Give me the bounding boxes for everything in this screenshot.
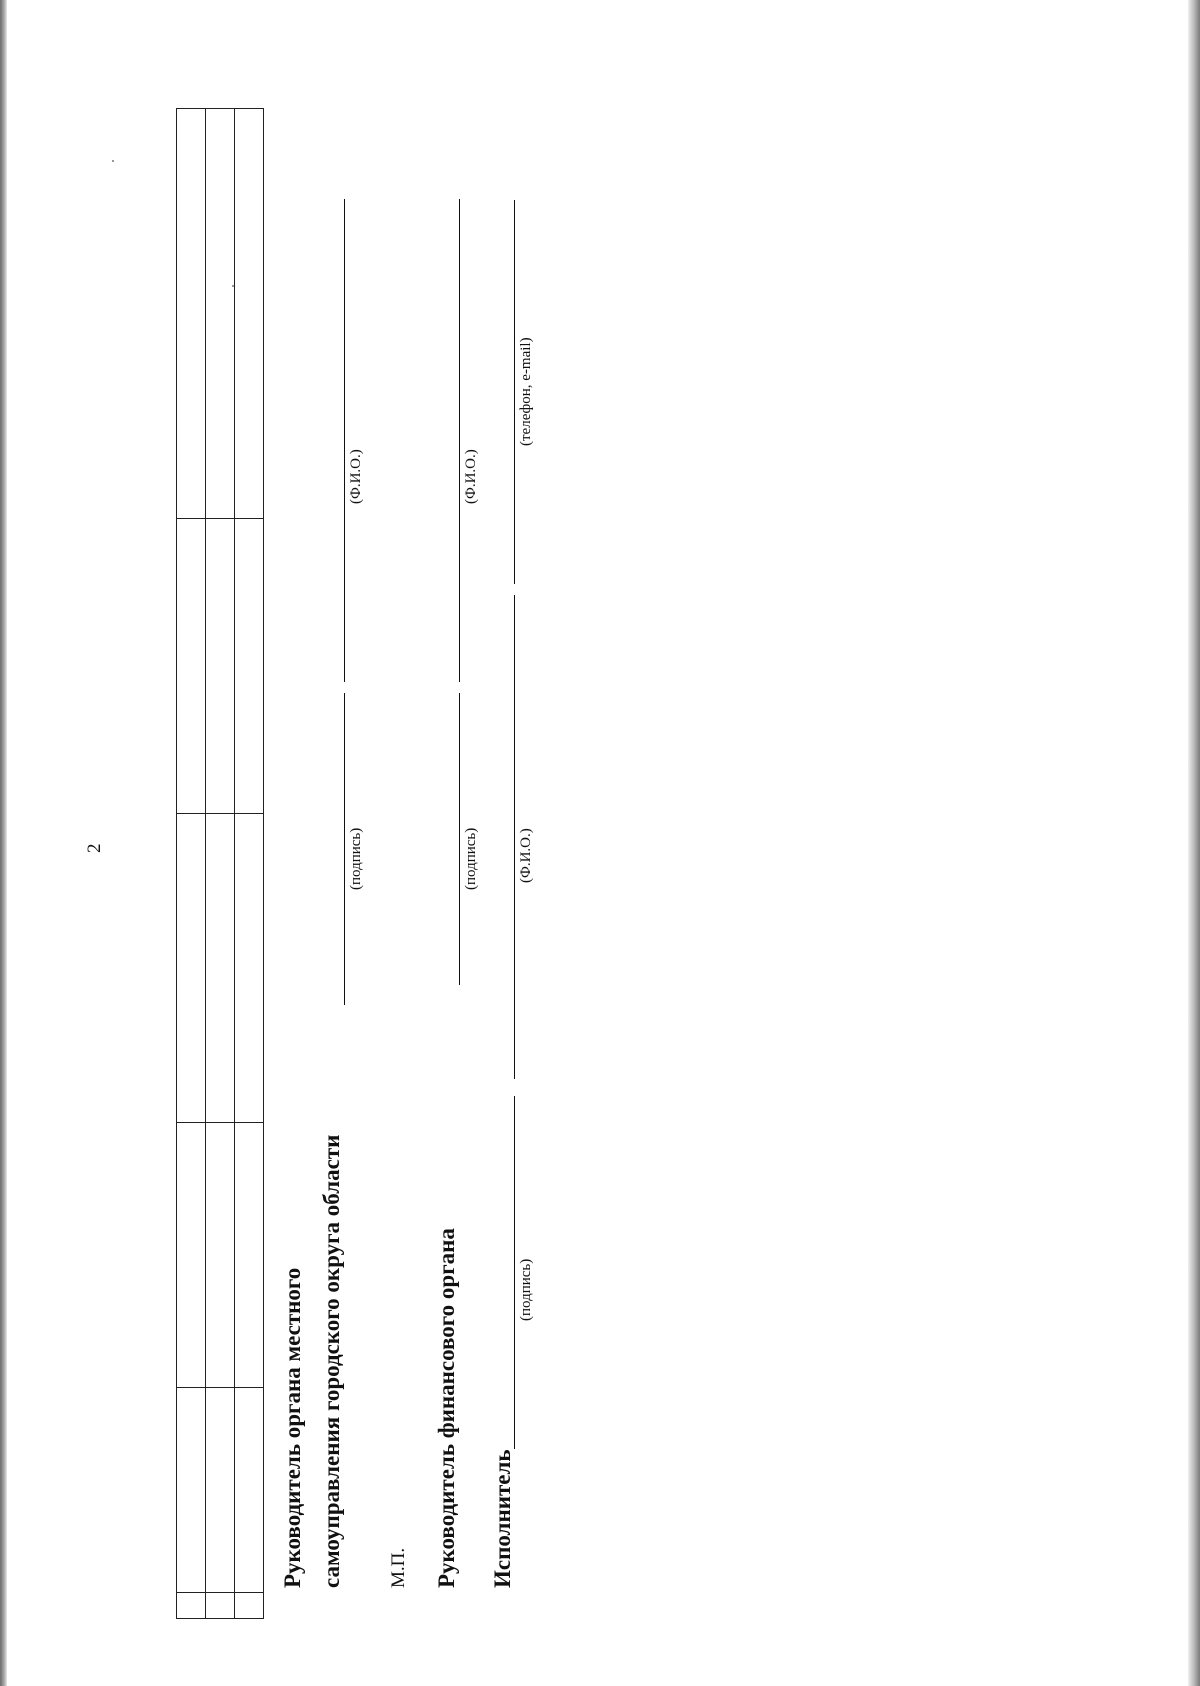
- sign-caption: (подпись): [348, 827, 364, 890]
- table-row: [177, 109, 206, 1619]
- table-cell: [206, 1123, 235, 1388]
- table-cell: [235, 1388, 264, 1593]
- table-cell: [235, 1593, 264, 1619]
- table-cell: [235, 1123, 264, 1388]
- sign-caption: (подпись): [518, 1258, 534, 1321]
- table-cell: [206, 1388, 235, 1593]
- table-row: [235, 109, 264, 1619]
- table-cell: [235, 519, 264, 814]
- name-line: [459, 199, 460, 682]
- table-cell: [235, 814, 264, 1123]
- contact-caption: (телефон, e-mail): [518, 337, 534, 446]
- table-cell: [206, 519, 235, 814]
- sign-caption: (подпись): [463, 827, 479, 890]
- table-cell: [177, 814, 206, 1123]
- contact-line: [514, 200, 515, 584]
- table-cell: [235, 109, 264, 519]
- page-number: 2: [84, 843, 105, 853]
- table-cell: [206, 1593, 235, 1619]
- table-cell: [177, 1123, 206, 1388]
- table-cell: [177, 109, 206, 519]
- signature-line: [459, 693, 460, 985]
- table-cell: [206, 814, 235, 1123]
- name-caption: (Ф.И.О.): [518, 828, 534, 883]
- name-line: [344, 199, 345, 682]
- name-line: [514, 595, 515, 1079]
- data-table: [176, 108, 264, 1619]
- head-local-title-line1: Руководитель органа местного: [280, 1267, 305, 1588]
- signature-line: [514, 1096, 515, 1449]
- table-cell: [177, 1388, 206, 1593]
- stamp-mark: М.П.: [388, 1547, 409, 1588]
- table-cell: [177, 519, 206, 814]
- head-finance-title: Руководитель финансового органа: [434, 1228, 459, 1588]
- signature-line: [344, 693, 345, 1005]
- table-cell: [177, 1593, 206, 1619]
- name-caption: (Ф.И.О.): [348, 449, 364, 504]
- head-local-title-line2: самоуправления городского округа области: [319, 1134, 344, 1588]
- executor-title: Исполнитель: [490, 1449, 515, 1588]
- table-row: [206, 109, 235, 1619]
- name-caption: (Ф.И.О.): [463, 449, 479, 504]
- table-cell: [206, 109, 235, 519]
